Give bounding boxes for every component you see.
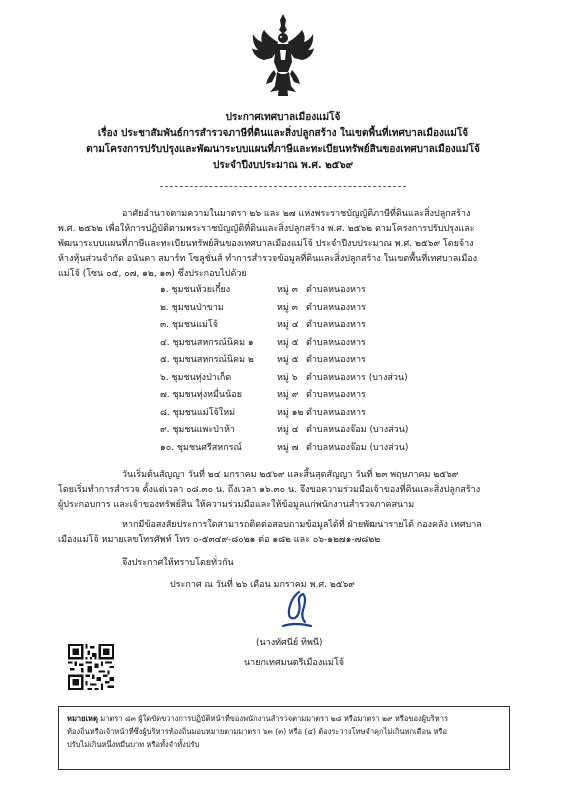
community-name: ๑. ชุมชนห้วยเกี๋ยง — [160, 285, 231, 295]
para3-line-2: เมืองแม่โจ้ หมายเลขโทรศัพท์ โทร ๐-๕๓๔๙-๘๐๒๑ ต่อ ๑๘๒ และ ๐๖-๑๒๗๑-๗๘๒๒ — [58, 535, 381, 545]
community-moo: หมู่ ๗ — [277, 442, 299, 453]
para2-line-3: ผู้ประกอบการ และเจ้าของทรัพย์สิน ให้ความร่วมมือและให้ข้อมูลแก่พนักงานสำรวจภาคสนาม — [58, 500, 415, 510]
community-name: ๖. ชุมชนทุ่งป่าเก็ด — [160, 372, 232, 383]
subject-line-3: ประจำปีงบประมาณ พ.ศ. ๒๕๖๙ — [212, 160, 354, 171]
garuda-emblem-icon — [250, 12, 316, 100]
community-subdistrict: ตำบลหนองหาร — [306, 320, 366, 330]
note-box — [58, 706, 510, 770]
qr-code-icon — [68, 644, 114, 690]
community-subdistrict: ตำบลหนองหาร — [306, 355, 366, 365]
community-moo: หมู่ ๓ — [277, 302, 298, 313]
community-subdistrict: ตำบลหนองหาร — [306, 285, 366, 295]
para2-line-1: วันเริ่มต้นสัญญา วันที่ ๒๔ มกราคม ๒๕๖๙ และสิ้นสุดสัญญา วันที่ ๒๓ พฤษภาคม ๒๕๖๙ — [122, 470, 459, 480]
community-subdistrict: ตำบลหนองหาร — [306, 407, 366, 418]
community-moo: หมู่ ๔ — [277, 320, 299, 330]
date-line: ประกาศ ณ วันที่ ๒๖ เดือน มกราคม พ.ศ. ๒๕๖๙ — [170, 580, 355, 590]
community-subdistrict: ตำบลหนองหาร (บางส่วน) — [306, 372, 408, 383]
closing-line: จึงประกาศให้ทราบโดยทั่วกัน — [122, 558, 234, 568]
para1-line-2: พ.ศ. ๒๕๖๒ เพื่อให้การปฏิบัติตามพระราชบัญญัติที่ดินและสิ่งปลูกสร้าง พ.ศ. ๒๕๖๒ ตามโครงการปรับปรุงและ — [58, 224, 475, 234]
para3-line-1: หากมีข้อสงสัยประการใดสามารถติดต่อสอบถามข้อมูลได้ที่ ฝ่ายพัฒนารายได้ กองคลัง เทศบาล — [122, 520, 482, 530]
list-item — [160, 388, 460, 406]
community-name: ๕. ชุมชนสหกรณ์นิคม ๒ — [160, 355, 254, 365]
list-item — [160, 353, 460, 371]
signer-position: นายกเทศมนตรีเมืองแม่โจ้ — [244, 658, 345, 668]
community-name: ๙. ชุมชนแพะป่าห้า — [160, 425, 235, 435]
signer-name: (นางทัศนีย์ ทิพนี) — [256, 638, 323, 648]
community-moo: หมู่ ๕ — [277, 337, 299, 348]
community-subdistrict: ตำบลหนองจ๊อม (บางส่วน) — [306, 442, 409, 453]
subject-line-2: ตามโครงการปรับปรุงและพัฒนาระบบแผนที่ภาษีและทะเบียนทรัพย์สินของเทศบาลเมืองแม่โจ้ — [86, 144, 480, 155]
community-moo: หมู่ ๔ — [277, 425, 299, 435]
community-subdistrict: ตำบลหนองหาร — [306, 337, 366, 348]
community-subdistrict: ตำบลหนองหาร — [306, 302, 366, 313]
community-moo: หมู่ ๑๒ — [277, 407, 304, 418]
list-item — [160, 301, 460, 319]
community-moo: หมู่ ๓ — [277, 285, 298, 295]
community-name: ๒. ชุมชนป่าขาม — [160, 302, 224, 313]
note-line-1 — [67, 712, 501, 725]
community-moo: หมู่ ๖ — [277, 372, 298, 383]
list-item — [160, 371, 460, 389]
announcement-title: ประกาศเทศบาลเมืองแม่โจ้ — [225, 112, 341, 123]
community-name: ๔. ชุมชนสหกรณ์นิคม ๑ — [160, 337, 254, 348]
community-subdistrict: ตำบลหนองจ๊อม (บางส่วน) — [306, 425, 409, 435]
community-moo: หมู่ ๙ — [277, 390, 299, 400]
list-item — [160, 336, 460, 354]
community-name: ๘. ชุมชนแม่โจ้ใหม่ — [160, 407, 236, 418]
note-line-2: ท้องถิ่นหรือเจ้าหน้าที่ซึ่งผู้บริหารท้องถิ่นมอบหมายตามมาตรา ๖๓ (๓) หรือ (๔) ต้องระวางโทษจำคุกไม่เกินหกเดือน หรือ — [67, 727, 447, 736]
list-item — [160, 423, 460, 441]
community-list — [160, 283, 460, 458]
para1-line-4: ห้างหุ้นส่วนจำกัด อนันดา สมาร์ท โซลูชั่นส์ ทำการสำรวจข้อมูลที่ดินและสิ่งปลูกสร้าง ในเขตพื้นที่เทศบาลเมือง — [58, 254, 478, 264]
list-item — [160, 318, 460, 336]
community-moo: หมู่ ๕ — [277, 355, 299, 365]
para2-line-2: โดยเริ่มทำการสำรวจ ตั้งแต่เวลา ๐๘.๓๐ น. ถึงเวลา ๑๖.๓๐ น. จึงขอความร่วมมือเจ้าของที่ดินและสิ่งปลูกสร้าง — [58, 485, 481, 495]
signature-icon — [277, 588, 317, 632]
list-item — [160, 283, 460, 301]
title-block — [40, 110, 526, 174]
list-item — [160, 406, 460, 424]
community-name: ๓. ชุมชนแม่โจ้ — [160, 320, 219, 330]
list-item — [160, 441, 460, 459]
note-line-3: ปรับไม่เกินหนึ่งหมื่นบาท หรือทั้งจำทั้งปรับ — [67, 740, 200, 749]
para1-line-3: พัฒนาระบบแผนที่ภาษีและทะเบียนทรัพย์สินของเทศบาลเมืองแม่โจ้ ประจำปีงบประมาณ พ.ศ. ๒๕๖๙ โดยจ้าง — [58, 239, 474, 249]
dashed-divider — [160, 186, 406, 187]
subject-line-1: เรื่อง ประชาสัมพันธ์การสำรวจภาษีที่ดินและสิ่งปลูกสร้าง ในเขตพื้นที่เทศบาลเมืองแม่โจ้ — [97, 128, 469, 139]
note-label: หมายเหตุ — [67, 714, 98, 723]
para1-line-1: อาศัยอำนาจตามความในมาตรา ๒๖ และ ๒๗ แห่งพระราชบัญญัติภาษีที่ดินและสิ่งปลูกสร้าง — [122, 209, 471, 219]
note-text-1: มาตรา ๘๓ ผู้ใดขัดขวางการปฏิบัติหน้าที่ของพนักงานสำรวจตามมาตรา ๒๘ หรือมาตรา ๒๙ หรือของผู้บริหาร — [100, 714, 448, 723]
para1-line-5: แม่โจ้ (โซน ๐๕, ๐๗, ๑๒, ๑๓) ซึ่งประกอบไปด้วย — [58, 269, 247, 279]
community-name: ๑๐. ชุมชนศรีสหกรณ์ — [160, 442, 242, 453]
community-name: ๗. ชุมชนทุ่งหมื่นน้อย — [160, 390, 242, 400]
community-subdistrict: ตำบลหนองหาร — [306, 390, 366, 400]
